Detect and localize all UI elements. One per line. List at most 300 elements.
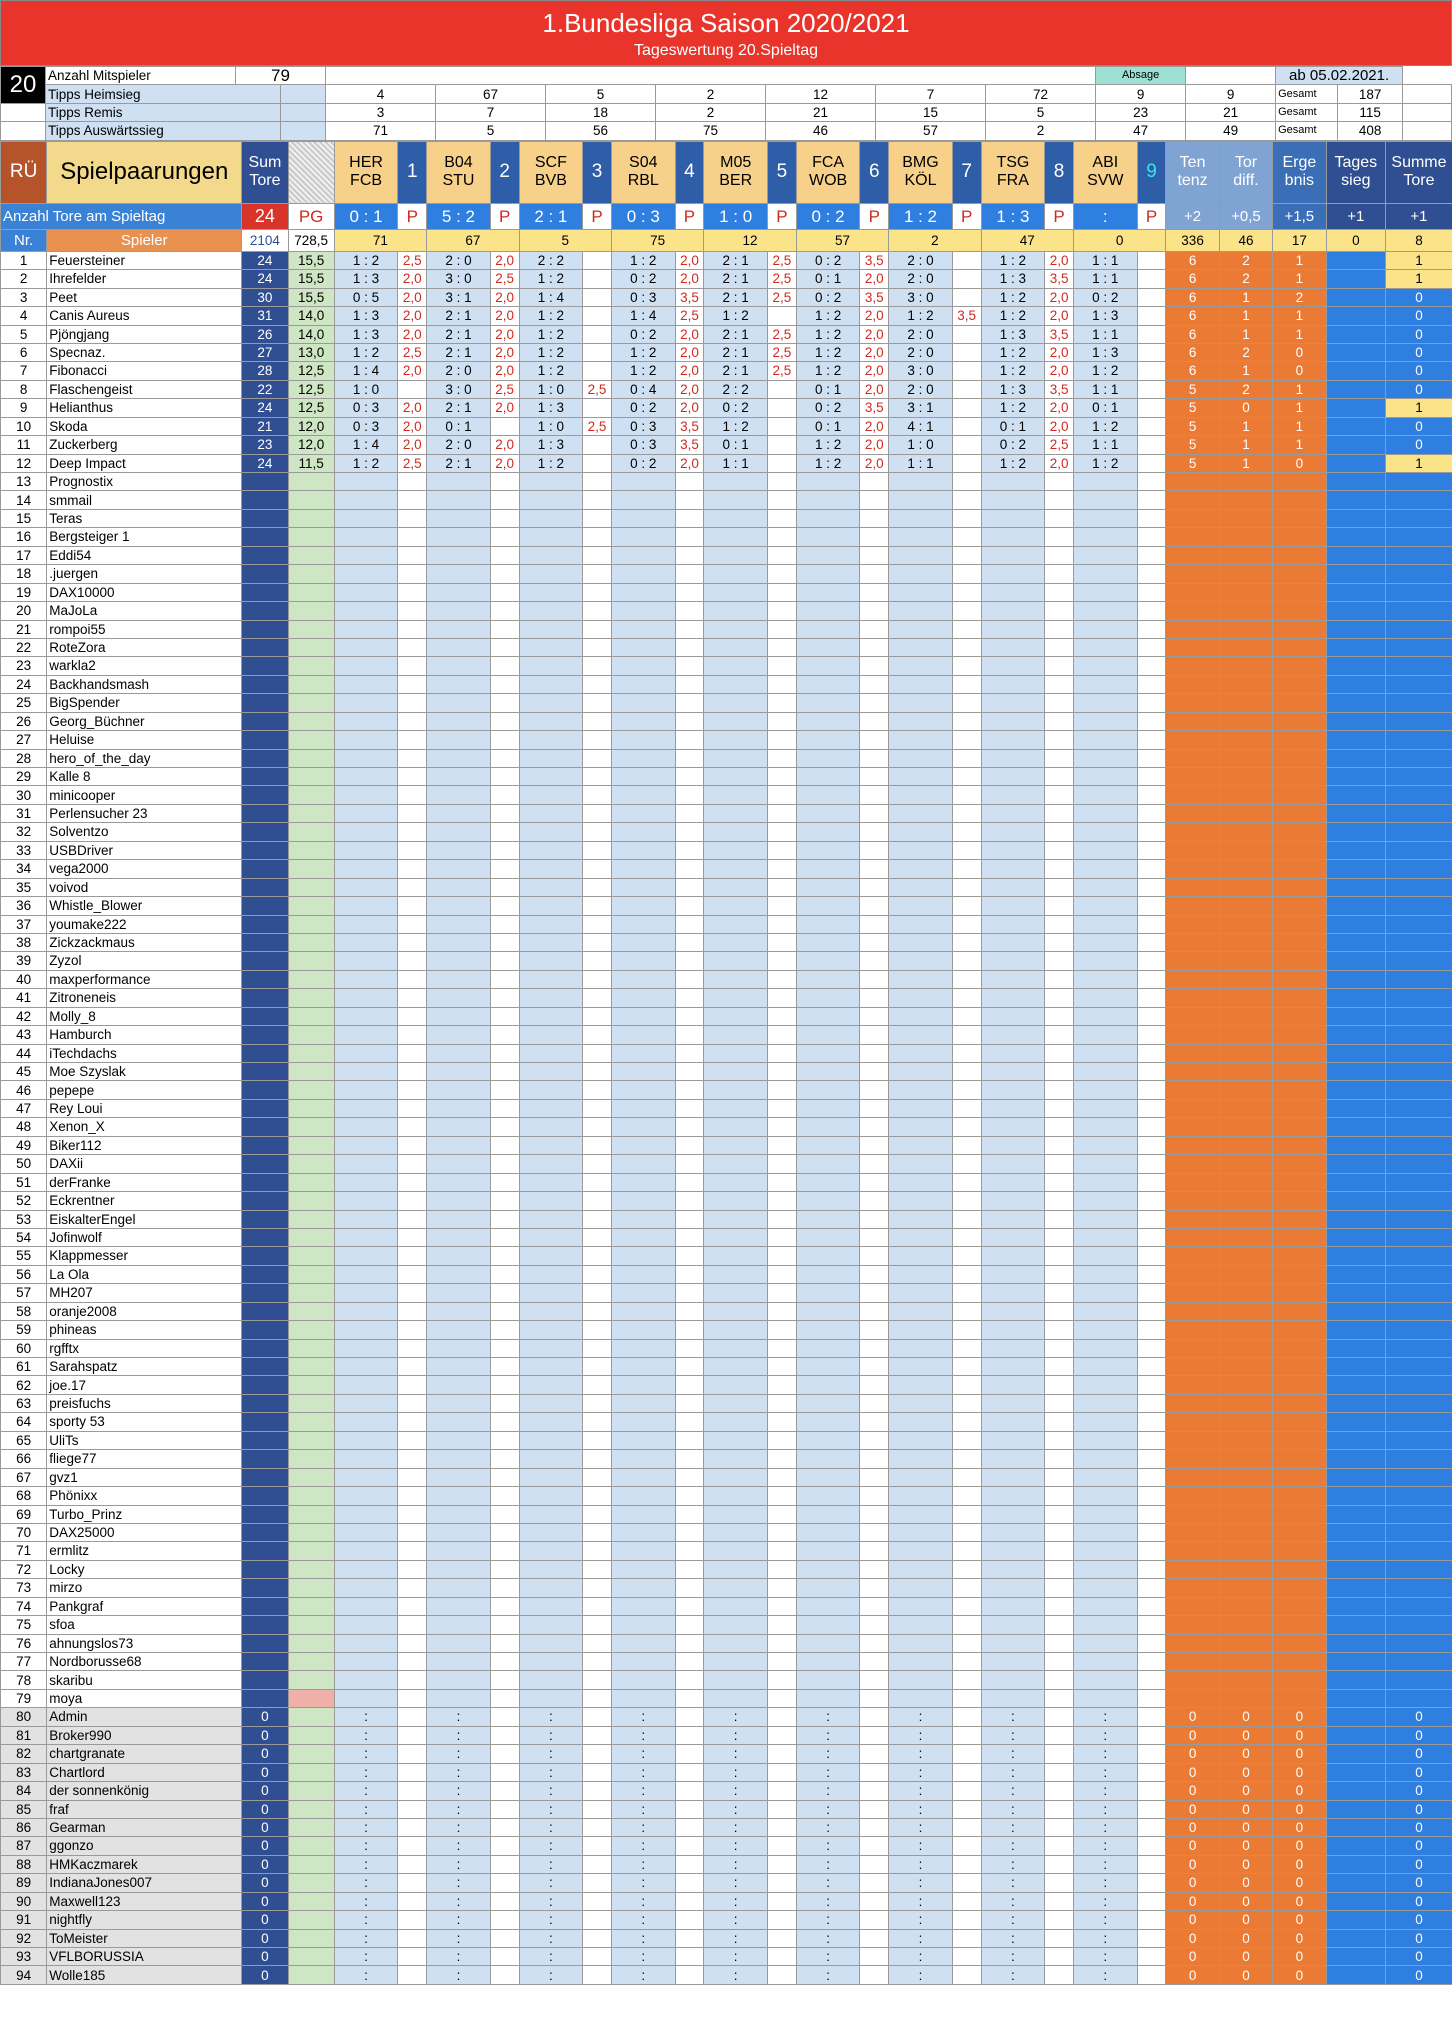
player-points <box>1137 1616 1166 1634</box>
player-points <box>860 1099 889 1117</box>
player-tip: 1 : 2 <box>704 307 768 325</box>
player-tip <box>334 731 398 749</box>
player-points <box>860 583 889 601</box>
player-points <box>768 602 797 620</box>
player-summe <box>1386 1099 1452 1117</box>
player-rank: 10 <box>1 417 47 435</box>
player-tip <box>334 1653 398 1671</box>
player-tip: : <box>981 1911 1045 1929</box>
player-rank: 56 <box>1 1265 47 1283</box>
player-points <box>860 620 889 638</box>
player-tip: : <box>981 1929 1045 1947</box>
player-points <box>675 1948 704 1966</box>
player-points <box>952 841 981 859</box>
player-tendenz: 0 <box>1166 1745 1219 1763</box>
player-tip <box>704 1339 768 1357</box>
tagessieg-total: 0 <box>1326 229 1386 251</box>
player-rank: 83 <box>1 1763 47 1781</box>
player-pg <box>288 1579 334 1597</box>
player-tip <box>611 1560 675 1578</box>
player-points <box>1045 1007 1074 1025</box>
player-points <box>952 1929 981 1947</box>
player-sum <box>242 1302 288 1320</box>
player-tip <box>427 1228 491 1246</box>
player-tip <box>1073 1468 1137 1486</box>
player-summe <box>1386 915 1452 933</box>
player-tip: 1 : 2 <box>796 325 860 343</box>
player-points <box>398 1099 427 1117</box>
player-rank: 43 <box>1 1026 47 1044</box>
player-tagessieg <box>1326 473 1386 491</box>
player-tip <box>519 1063 583 1081</box>
player-points <box>860 749 889 767</box>
player-points <box>1137 1228 1166 1246</box>
player-ergebnis <box>1273 1228 1326 1246</box>
player-pg <box>288 749 334 767</box>
player-rank: 64 <box>1 1413 47 1431</box>
player-sum <box>242 491 288 509</box>
player-tip <box>704 694 768 712</box>
player-tip <box>981 528 1045 546</box>
player-tagessieg <box>1326 1818 1386 1836</box>
player-points <box>1137 1339 1166 1357</box>
tipps-count: 2 <box>986 122 1096 140</box>
player-name: Backhandsmash <box>47 675 242 693</box>
player-points <box>583 1523 612 1541</box>
player-ergebnis: 0 <box>1273 1911 1326 1929</box>
player-points <box>583 270 612 288</box>
player-summe <box>1386 731 1452 749</box>
home-team: M05 <box>720 154 752 172</box>
player-points: 2,0 <box>1045 417 1074 435</box>
player-tip <box>889 1413 953 1431</box>
player-points: 2,0 <box>490 362 519 380</box>
player-tip <box>704 1560 768 1578</box>
player-tip <box>796 473 860 491</box>
player-points <box>583 1284 612 1302</box>
player-tip <box>519 1468 583 1486</box>
player-rank: 6 <box>1 343 47 361</box>
player-points <box>583 731 612 749</box>
game-points-total: 0 <box>1073 229 1165 251</box>
player-tip: 1 : 1 <box>1073 436 1137 454</box>
player-name: DAX25000 <box>47 1523 242 1541</box>
player-tagessieg <box>1326 1007 1386 1025</box>
player-tagessieg <box>1326 1468 1386 1486</box>
tipps-count: 12 <box>766 85 876 103</box>
player-points <box>583 860 612 878</box>
player-ergebnis <box>1273 897 1326 915</box>
player-points <box>860 1634 889 1652</box>
player-sum: 0 <box>242 1837 288 1855</box>
player-points <box>398 860 427 878</box>
player-pg <box>288 1708 334 1726</box>
player-points <box>398 1800 427 1818</box>
player-name: der sonnenkönig <box>47 1782 242 1800</box>
player-summe <box>1386 657 1452 675</box>
player-points <box>490 1192 519 1210</box>
game-number: 7 <box>952 141 981 203</box>
player-sum <box>242 546 288 564</box>
player-points <box>490 1560 519 1578</box>
player-points <box>768 878 797 896</box>
player-tendenz <box>1166 509 1219 527</box>
player-tip <box>981 1081 1045 1099</box>
player-sum <box>242 841 288 859</box>
player-tendenz <box>1166 1247 1219 1265</box>
player-tip: 1 : 3 <box>334 307 398 325</box>
player-tip <box>427 1450 491 1468</box>
player-tip <box>704 473 768 491</box>
player-summe <box>1386 1339 1452 1357</box>
player-tip <box>796 1247 860 1265</box>
player-name: Bergsteiger 1 <box>47 528 242 546</box>
player-tordiff: 2 <box>1219 380 1272 398</box>
player-tip <box>1073 933 1137 951</box>
player-points: 3,5 <box>1045 270 1074 288</box>
player-tordiff: 0 <box>1219 1911 1272 1929</box>
player-tagessieg <box>1326 362 1386 380</box>
player-points <box>768 491 797 509</box>
player-sum: 23 <box>242 436 288 454</box>
player-points <box>952 620 981 638</box>
player-points <box>768 638 797 656</box>
player-tagessieg <box>1326 620 1386 638</box>
player-name: Xenon_X <box>47 1118 242 1136</box>
player-points <box>490 1081 519 1099</box>
player-summe <box>1386 1247 1452 1265</box>
player-tip <box>611 1192 675 1210</box>
player-ergebnis <box>1273 915 1326 933</box>
player-points <box>675 473 704 491</box>
player-summe <box>1386 1026 1452 1044</box>
player-points <box>490 1155 519 1173</box>
player-points <box>768 436 797 454</box>
player-tip: 0 : 1 <box>1073 399 1137 417</box>
player-tendenz <box>1166 1358 1219 1376</box>
player-sum: 0 <box>242 1929 288 1947</box>
player-points <box>768 823 797 841</box>
player-points <box>1045 1597 1074 1615</box>
player-points <box>1137 620 1166 638</box>
player-points <box>768 1892 797 1910</box>
player-name: derFranke <box>47 1173 242 1191</box>
player-tip <box>427 657 491 675</box>
player-tip <box>334 1597 398 1615</box>
player-rank: 25 <box>1 694 47 712</box>
player-points <box>583 1892 612 1910</box>
player-tendenz <box>1166 583 1219 601</box>
player-points <box>583 1247 612 1265</box>
player-points <box>1045 620 1074 638</box>
ergebnis-header: Erge bnis <box>1273 141 1326 203</box>
player-tip <box>519 1173 583 1191</box>
player-tip <box>889 749 953 767</box>
player-sum <box>242 565 288 583</box>
player-points <box>860 1782 889 1800</box>
player-rank: 39 <box>1 952 47 970</box>
player-tip <box>1073 1689 1137 1707</box>
player-points <box>1137 288 1166 306</box>
player-points <box>583 1487 612 1505</box>
player-ergebnis <box>1273 786 1326 804</box>
player-points <box>768 749 797 767</box>
player-points <box>1045 1726 1074 1744</box>
player-name: Whistle_Blower <box>47 897 242 915</box>
player-pg <box>288 712 334 730</box>
player-rank: 61 <box>1 1358 47 1376</box>
player-points <box>768 620 797 638</box>
player-pg <box>288 786 334 804</box>
player-tordiff <box>1219 1173 1272 1191</box>
player-points <box>398 1487 427 1505</box>
player-tip <box>981 1487 1045 1505</box>
player-tip <box>796 897 860 915</box>
player-sum <box>242 1542 288 1560</box>
sum-tore-header: Sum Tore <box>242 141 288 203</box>
player-tendenz: 0 <box>1166 1948 1219 1966</box>
player-tip <box>427 583 491 601</box>
player-tip <box>1073 1247 1137 1265</box>
player-tip: : <box>796 1892 860 1910</box>
player-tip <box>796 1321 860 1339</box>
player-tendenz <box>1166 1284 1219 1302</box>
player-points <box>583 1560 612 1578</box>
player-points <box>398 657 427 675</box>
player-sum: 24 <box>242 399 288 417</box>
player-tip <box>334 1118 398 1136</box>
player-sum <box>242 878 288 896</box>
player-tagessieg <box>1326 1450 1386 1468</box>
player-summe <box>1386 1487 1452 1505</box>
cell <box>1 103 46 121</box>
player-sum <box>242 1247 288 1265</box>
player-points <box>490 1966 519 1984</box>
player-tip <box>334 1099 398 1117</box>
player-tip <box>981 1099 1045 1117</box>
player-points <box>583 1800 612 1818</box>
player-points <box>860 1745 889 1763</box>
player-tip: 1 : 3 <box>981 380 1045 398</box>
player-tip <box>519 1099 583 1117</box>
player-tip <box>611 841 675 859</box>
player-sum <box>242 528 288 546</box>
player-tagessieg <box>1326 768 1386 786</box>
player-tordiff <box>1219 786 1272 804</box>
cell <box>281 122 326 140</box>
player-points <box>860 1118 889 1136</box>
player-sum <box>242 473 288 491</box>
player-tip <box>427 509 491 527</box>
player-pg: 15,5 <box>288 288 334 306</box>
player-tip <box>611 1173 675 1191</box>
player-tagessieg <box>1326 1026 1386 1044</box>
player-tip: 3 : 0 <box>889 288 953 306</box>
player-rank: 93 <box>1 1948 47 1966</box>
player-tip: : <box>519 1911 583 1929</box>
player-sum: 24 <box>242 270 288 288</box>
player-summe <box>1386 1431 1452 1449</box>
player-tip: 1 : 2 <box>1073 417 1137 435</box>
player-summe <box>1386 768 1452 786</box>
player-points <box>1045 1413 1074 1431</box>
player-sum <box>242 1413 288 1431</box>
player-points <box>675 1321 704 1339</box>
player-tip <box>981 565 1045 583</box>
player-tip <box>981 1026 1045 1044</box>
player-points: 2,0 <box>860 307 889 325</box>
player-tip <box>889 1689 953 1707</box>
player-tendenz <box>1166 1302 1219 1320</box>
player-points <box>952 1210 981 1228</box>
player-tip <box>889 602 953 620</box>
points-label: P <box>398 203 427 229</box>
player-tip <box>427 1155 491 1173</box>
game-header <box>889 141 953 203</box>
player-points <box>675 1450 704 1468</box>
player-tip <box>334 1063 398 1081</box>
game-number: 3 <box>583 141 612 203</box>
player-name: Chartlord <box>47 1763 242 1781</box>
game-header <box>796 141 860 203</box>
player-tip <box>611 970 675 988</box>
player-points <box>952 1671 981 1689</box>
player-points <box>768 1228 797 1246</box>
cell <box>1403 103 1452 121</box>
player-name: Locky <box>47 1560 242 1578</box>
player-pg <box>288 1597 334 1615</box>
player-tip: : <box>334 1911 398 1929</box>
player-pg <box>288 1099 334 1117</box>
player-name: Solventzo <box>47 823 242 841</box>
player-points <box>952 970 981 988</box>
player-points <box>952 1874 981 1892</box>
player-tip <box>519 878 583 896</box>
player-summe <box>1386 1173 1452 1191</box>
player-points <box>1045 1523 1074 1541</box>
player-tip <box>334 473 398 491</box>
player-points <box>583 1837 612 1855</box>
player-tip <box>1073 841 1137 859</box>
player-ergebnis: 0 <box>1273 362 1326 380</box>
player-pg <box>288 1911 334 1929</box>
player-points <box>490 1228 519 1246</box>
player-sum <box>242 1487 288 1505</box>
player-points: 2,0 <box>398 417 427 435</box>
points-label: P <box>768 203 797 229</box>
player-points <box>1137 638 1166 656</box>
player-points <box>1137 270 1166 288</box>
spieler-label: Spieler <box>47 229 242 251</box>
player-tip: : <box>889 1892 953 1910</box>
player-tip <box>796 1044 860 1062</box>
player-points <box>768 1579 797 1597</box>
player-points <box>583 841 612 859</box>
player-points <box>490 1671 519 1689</box>
player-tagessieg <box>1326 1358 1386 1376</box>
player-tip: 1 : 2 <box>981 251 1045 269</box>
player-tagessieg <box>1326 436 1386 454</box>
player-sum <box>242 1136 288 1154</box>
player-points <box>860 878 889 896</box>
player-name: Deep Impact <box>47 454 242 472</box>
player-rank: 75 <box>1 1616 47 1634</box>
player-tendenz: 6 <box>1166 288 1219 306</box>
player-points <box>1045 768 1074 786</box>
player-tip <box>519 1689 583 1707</box>
player-points <box>1137 1929 1166 1947</box>
player-tip: 1 : 2 <box>519 325 583 343</box>
player-points: 2,0 <box>490 436 519 454</box>
player-tip <box>704 1099 768 1117</box>
player-pg <box>288 583 334 601</box>
player-points <box>398 712 427 730</box>
player-points <box>490 1929 519 1947</box>
player-pg <box>288 602 334 620</box>
player-pg <box>288 1376 334 1394</box>
player-points <box>583 1763 612 1781</box>
player-tip <box>1073 1560 1137 1578</box>
player-tip <box>611 1542 675 1560</box>
tipps-count: 3 <box>326 103 436 121</box>
player-points <box>490 1837 519 1855</box>
player-tip <box>611 620 675 638</box>
player-tip <box>1073 878 1137 896</box>
player-tip <box>611 1634 675 1652</box>
player-tip <box>611 694 675 712</box>
tipps-count: 71 <box>326 122 436 140</box>
home-team: FCA <box>812 154 845 172</box>
player-tordiff <box>1219 1394 1272 1412</box>
player-tip <box>334 1671 398 1689</box>
player-tip <box>796 823 860 841</box>
points-label: P <box>490 203 519 229</box>
player-tip <box>796 1228 860 1246</box>
player-points <box>952 1911 981 1929</box>
player-tip <box>889 1616 953 1634</box>
player-sum <box>242 1616 288 1634</box>
player-tagessieg <box>1326 1321 1386 1339</box>
player-tordiff <box>1219 1339 1272 1357</box>
player-tordiff: 1 <box>1219 325 1272 343</box>
player-sum <box>242 1173 288 1191</box>
player-tip <box>981 1284 1045 1302</box>
player-points <box>398 749 427 767</box>
player-points <box>398 786 427 804</box>
player-tip <box>427 1099 491 1117</box>
game-result: : <box>1073 203 1137 229</box>
player-tendenz: 0 <box>1166 1782 1219 1800</box>
game-number: 4 <box>675 141 704 203</box>
tipps-count: 4 <box>326 85 436 103</box>
player-points <box>952 1487 981 1505</box>
player-sum <box>242 694 288 712</box>
player-pg <box>288 546 334 564</box>
player-summe: 0 <box>1386 325 1452 343</box>
player-tip <box>704 1505 768 1523</box>
player-points <box>1137 1634 1166 1652</box>
player-points <box>1137 1081 1166 1099</box>
player-tip <box>889 1155 953 1173</box>
player-name: Fibonacci <box>47 362 242 380</box>
player-points <box>675 731 704 749</box>
player-name: joe.17 <box>47 1376 242 1394</box>
player-summe <box>1386 1192 1452 1210</box>
player-tip <box>1073 509 1137 527</box>
player-tordiff <box>1219 1192 1272 1210</box>
player-points <box>583 1929 612 1947</box>
player-points <box>860 1726 889 1744</box>
